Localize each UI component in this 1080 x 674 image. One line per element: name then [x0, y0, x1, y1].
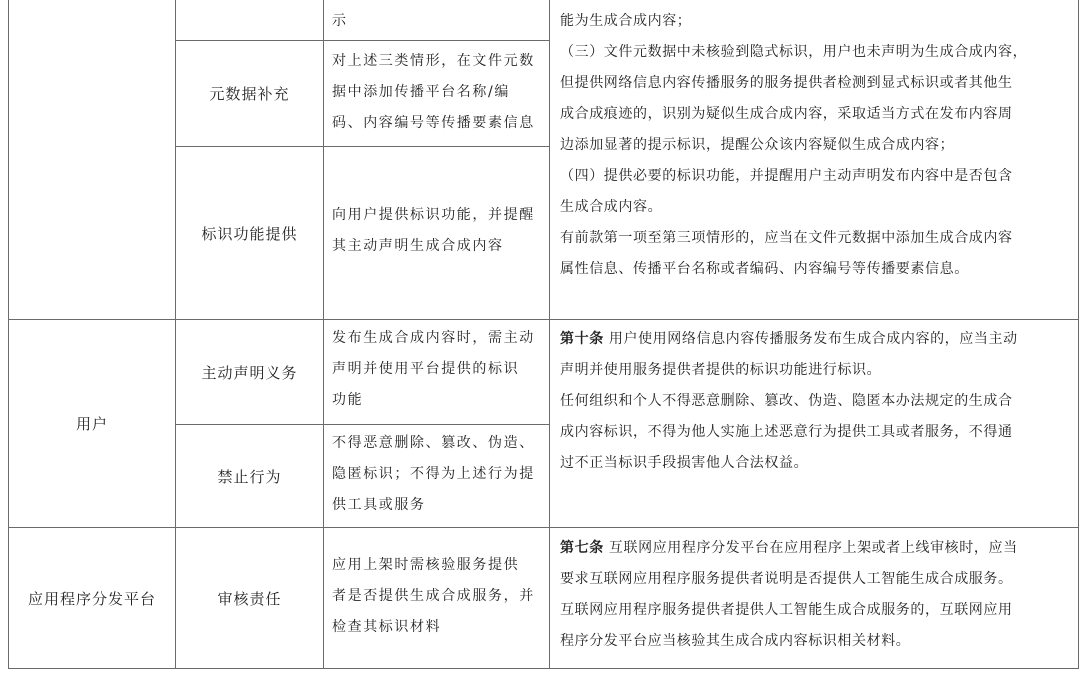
row-divider — [8, 668, 1079, 669]
description-platform: 应用上架时需核验服务提供 者是否提供生成合成服务，并 检查其标识材料 — [332, 557, 535, 635]
description-top-fragment: 示 — [332, 13, 348, 29]
legal-text-user: 第十条 用户使用网络信息内容传播服务发布生成合成内容的，应当主动 声明并使用服务提供者提供的标识功能进行标识。 任何组织和个人不得恶意删除、篡改、伪造、隐匿本办法规定的生成合 成内容标识，不得为他人实施上述恶意行为提供工具或者服务，不得通 过不正当标识手段损害他人合法权益。 — [560, 331, 1018, 471]
col-divider — [549, 0, 550, 669]
subcategory-platform: 审核责任 — [217, 589, 282, 608]
category-user: 用户 — [75, 415, 108, 433]
article-number: 第七条 — [560, 540, 604, 556]
legal-text-platform: 第七条 互联网应用程序分发平台在应用程序上架或者上线审核时，应当 要求互联网应用程序服务提供者说明是否提供人工智能生成合成服务。 互联网应用程序服务提供者提供人工智能生成合成服务的，互联网应用 程序分发平台应当核验其生成合成内容标识相关材料。 — [560, 540, 1018, 649]
article-number: 第十条 — [560, 331, 604, 347]
col-divider — [1078, 0, 1079, 669]
category-platform: 应用程序分发平台 — [27, 589, 156, 608]
subcategory-user-prohibited: 禁止行为 — [217, 467, 282, 486]
legal-text-top: 能为生成合成内容； （三）文件元数据中未核验到隐式标识，用户也未声明为生成合成内容， 但提供网络信息内容传播服务的服务提供者检测到显式标识或者其他生 成合成痕迹的，识别为疑似生成合成内容，采取适当方式在发布内容周 边添加显著的提示标识，提醒公众该内容疑似生成合成内容； （四）提供必要的标识功能，并提醒用户主动声明发布内容中是否包含 生成合成内容。 有前款第一项至第三项情形的，应当在文件元数据中添加生成合成内容 属性信息、传播平台名称或者编码、内容编号等传播要素信息。 — [560, 13, 1028, 277]
subcategory-user-duty: 主动声明义务 — [201, 363, 298, 382]
subcategory-metadata: 元数据补充 — [209, 85, 290, 103]
description-marking: 向用户提供标识功能，并提醒 其主动声明生成合成内容 — [332, 207, 535, 254]
description-metadata: 对上述三类情形，在文件元数 据中添加传播平台名称/编 码、内容编号等传播要素信息 — [332, 53, 535, 131]
description-user-prohibited: 不得恶意删除、篡改、伪造、 隐匿标识；不得为上述行为提 供工具或服务 — [332, 435, 535, 513]
col-divider — [323, 0, 324, 669]
description-user-duty: 发布生成合成内容时，需主动 声明并使用平台提供的标识 功能 — [332, 330, 535, 408]
subcategory-marking: 标识功能提供 — [201, 224, 298, 243]
